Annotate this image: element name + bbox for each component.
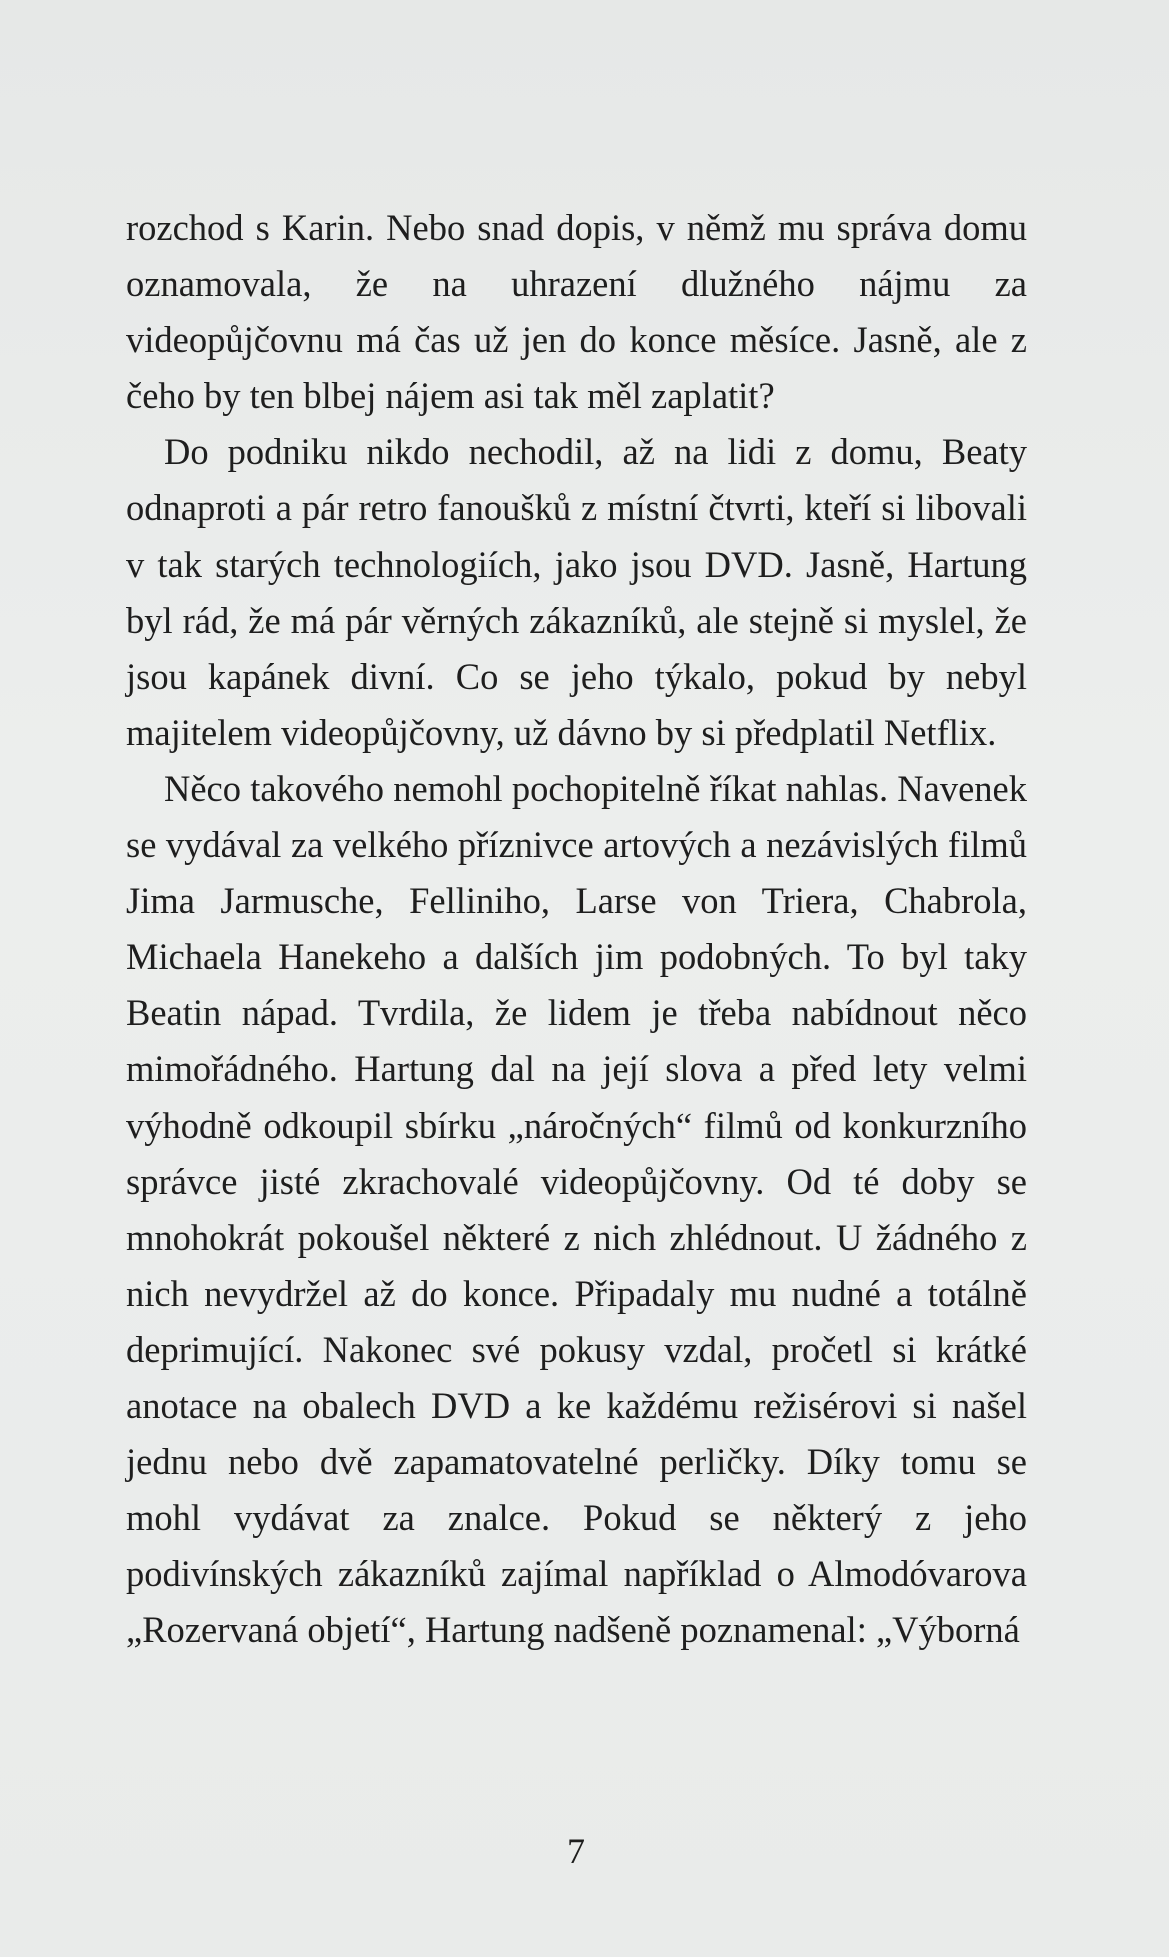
paragraph-3: Něco takového nemohl pochopitelně říkat nahlas. Navenek se vydával za velkého příznivce artových a nezávislých filmů Jima Jarmusche, Felliniho, Larse von Triera, Chabrola, Michaela Hanekeho a dalších jim podobných. To byl taky Beatin nápad. Tvrdila, že lidem je třeba nabídnout něco mimořádného. Hartung dal na její slova a před lety velmi výhodně odkoupil sbírku „náročných“ filmů od konkurzního správce jisté zkrachovalé videopůjčovny. Od té doby se mnohokrát pokoušel některé z nich zhlédnout. U žádného z nich nevydržel až do konce. Připadaly mu nudné a totálně deprimující. Nakonec své pokusy vzdal, pročetl si krátké anotace na obalech DVD a ke každému režisérovi si našel jednu nebo dvě zapamatovatelné perličky. Díky tomu se mohl vydávat za znalce. Pokud se některý z jeho podivínských zákazníků zajímal například o Almodóvarova „Rozervaná objetí“, Hartung nadšeně poznamenal: „Výborná	[126, 767, 1027, 1651]
paragraph-1: rozchod s Karin. Nebo snad dopis, v němž mu správa domu oznamovala, že na uhrazení dlužného nájmu za videopůjčovnu má čas už jen do konce měsíce. Jasně, ale z čeho by ten blbej nájem asi tak měl zaplatit?	[126, 207, 1027, 417]
page-number: 7	[567, 1831, 585, 1871]
paragraph-2: Do podniku nikdo nechodil, až na lidi z domu, Beaty odnaproti a pár retro fanoušků z místní čtvrti, kteří si libovali v tak starých technologiích, jako jsou DVD. Jasně, Hartung byl rád, že má pár věrných zákazníků, ale stejně si myslel, že jsou kapánek divní. Co se jeho týkalo, pokud by nebyl majitelem videopůjčovny, už dávno by si předplatil Netflix.	[126, 431, 1027, 753]
body-text	[126, 200, 1027, 1658]
